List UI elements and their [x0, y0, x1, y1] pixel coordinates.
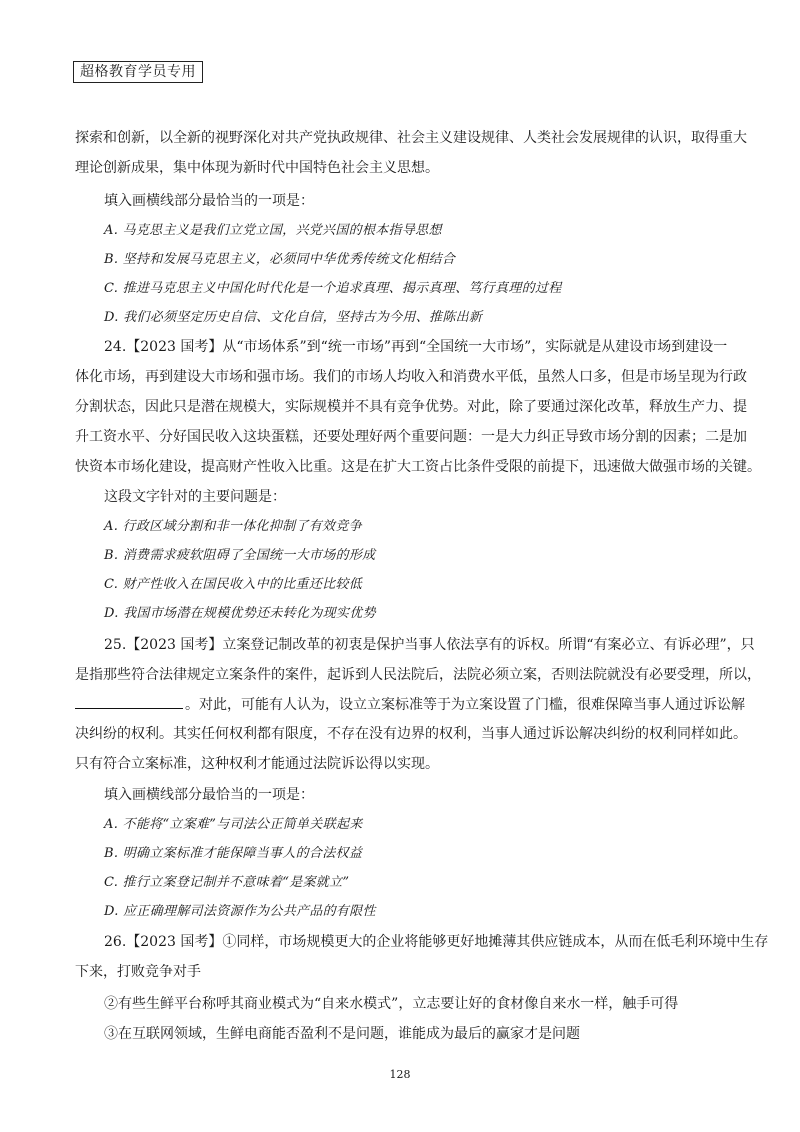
q24-prompt: 这段文字针对的主要问题是：	[104, 489, 286, 505]
header-label: 超格教育学员专用	[73, 61, 203, 83]
q24-text-line: 分割状态，因此只是潜在规模大，实际规模并不具有竞争优势。对此，除了要通过深化改革，释放生产力、提	[75, 399, 747, 415]
q26-statement-2: ②有些生鲜平台称呼其商业模式为“自来水模式”，立志要让好的食材像自来水一样，触手可得	[104, 996, 679, 1012]
q25-text-line-with-blank	[75, 694, 745, 715]
q24-option-b: B. 消费需求疲软阻碍了全国统一大市场的形成	[104, 548, 376, 563]
q25-text-line: 决纠纷的权利。其实任何权利都有限度，不存在没有边界的权利，当事人通过诉讼解决纠纷的权利同样如此。	[75, 726, 747, 742]
q26-text-line: 下来，打败竞争对手	[75, 964, 201, 980]
page-number: 128	[389, 1068, 411, 1081]
q24-option-c: C. 财产性收入在国民收入中的比重还比较低	[104, 577, 363, 592]
q23-option-a: A. 马克思主义是我们立党立国，兴党兴国的根本指导思想	[104, 223, 442, 238]
q26-statement-3: ③在互联网领域，生鲜电商能否盈利不是问题，谁能成为最后的赢家才是问题	[104, 1026, 580, 1042]
q24-text-line: 快资本市场化建设，提高财产性收入比重。这是在扩大工资占比条件受限的前提下，迅速做大做强市场的关键。	[75, 459, 761, 475]
q24-option-d: D. 我国市场潜在规模优势还未转化为现实优势	[104, 606, 376, 621]
q26-text-line: 26.【2023 国考】①同样，市场规模更大的企业将能够更好地摊薄其供应链成本，从而在低毛利环境中生存	[104, 934, 769, 950]
q23-option-b: B. 坚持和发展马克思主义，必须同中华优秀传统文化相结合	[104, 252, 456, 267]
q24-text-line: 升工资水平、分好国民收入这块蛋糕，还要处理好两个重要问题：一是大力纠正导致市场分割的因素；二是加	[75, 429, 747, 445]
q24-text-line: 24.【2023 国考】从“市场体系”到“统一市场”再到“全国统一大市场”，实际就是从建设市场到建设一	[104, 339, 728, 355]
q24-text-line: 体化市场，再到建设大市场和强市场。我们的市场人均收入和消费水平低，虽然人口多，但是市场呈现为行政	[75, 369, 747, 385]
q25-text-line: 只有符合立案标准，这种权利才能通过法院诉讼得以实现。	[75, 756, 439, 772]
q25-option-d: D. 应正确理解司法资源作为公共产品的有限性	[104, 904, 376, 919]
q24-option-a: A. 行政区域分割和非一体化抑制了有效竞争	[104, 519, 362, 534]
q25-text-after-blank: 。对此，可能有人认为，设立立案标准等于为立案设置了门槛，很难保障当事人通过诉讼解	[185, 697, 745, 713]
q25-text-line: 是指那些符合法律规定立案条件的案件，起诉到人民法院后，法院必须立案，否则法院就没有必要受理，所以，	[75, 667, 761, 683]
q25-option-b: B. 明确立案标准才能保障当事人的合法权益	[104, 846, 363, 861]
q25-prompt: 填入画横线部分最恰当的一项是：	[104, 787, 314, 803]
answer-blank	[75, 694, 183, 709]
q23-option-d: D. 我们必须坚定历史自信、文化自信，坚持古为今用、推陈出新	[104, 310, 483, 325]
q23-text-line: 理论创新成果，集中体现为新时代中国特色社会主义思想。	[75, 160, 439, 176]
q23-option-c: C. 推进马克思主义中国化时代化是一个追求真理、揭示真理、笃行真理的过程	[104, 281, 562, 296]
q25-text-line: 25.【2023 国考】立案登记制改革的初衷是保护当事人依法享有的诉权。所谓“有案必立、有诉必理”，只	[104, 637, 755, 653]
q23-text-line: 探索和创新，以全新的视野深化对共产党执政规律、社会主义建设规律、人类社会发展规律的认识，取得重大	[75, 130, 747, 146]
q23-prompt: 填入画横线部分最恰当的一项是：	[104, 193, 314, 209]
q25-option-c: C. 推行立案登记制并不意味着“是案就立”	[104, 875, 350, 890]
q25-option-a: A. 不能将“立案难”与司法公正简单关联起来	[104, 817, 363, 832]
